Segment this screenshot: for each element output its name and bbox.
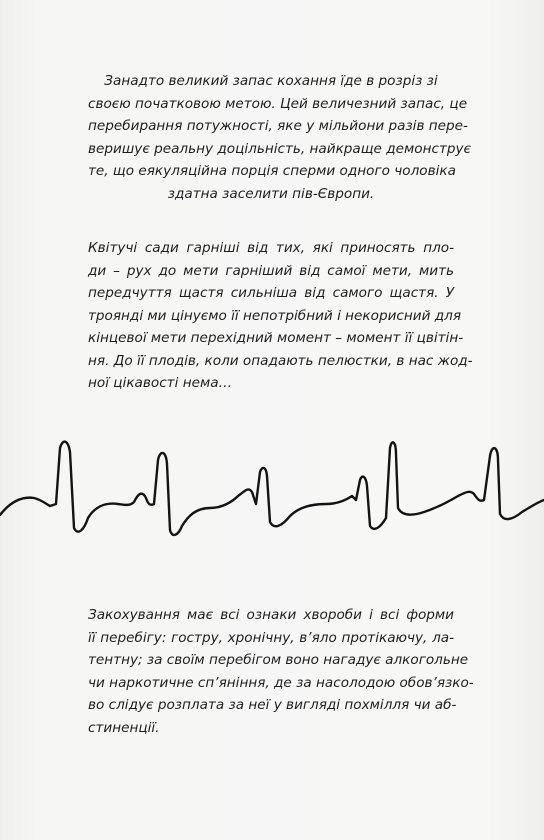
- text-line: Занадто великий запас кохання їде в розріз зі: [104, 73, 438, 89]
- text-line: ня. До її плодів, коли опадають пелюстки, в нас жод-: [88, 352, 473, 369]
- text-line: перебирання потужності, яке у мільйони разів пере-: [88, 118, 468, 134]
- text-line: своєю початковою метою. Цей величезний запас, це: [88, 95, 468, 112]
- text-line: веришує реальну доцільність, найкраще демонструє: [88, 140, 471, 157]
- text-line: її перебігу: гостру, хронічну, в’яло протікаючу, ла-: [88, 629, 454, 646]
- text-line: те, що еякуляційна порція сперми одного чоловіка: [88, 163, 456, 179]
- text-line: Квітучі сади гарніші від тих, які приносять пло-: [88, 240, 454, 256]
- text-line: во слідує розплата за неї у вигляді похмілля чи аб-: [88, 697, 457, 713]
- text-line: стиненції.: [88, 719, 160, 736]
- passage-3: [88, 604, 474, 739]
- text-line: передчуття щастя сильніша від самого щастя. У: [88, 285, 454, 301]
- text-line: чи наркотичне сп’яніння, де за насолодою обов’язко-: [88, 674, 474, 691]
- passage-1: [88, 70, 471, 205]
- ecg-heartbeat-line: [0, 420, 544, 560]
- text-line: Закохування має всі ознаки хвороби і всі форми: [88, 607, 454, 623]
- text-line: кінцевої мети перехідний момент – момент її цвітін-: [88, 330, 464, 346]
- text-line: здатна заселити пів-Європи.: [167, 185, 375, 202]
- passage-2: [88, 237, 473, 395]
- ecg-trace: [0, 442, 544, 535]
- text-line: ди – рух до мети гарніший від самої мети, мить: [88, 262, 454, 279]
- text-line: тентну; за своїм перебігом воно нагадує алкогольне: [88, 652, 469, 668]
- text-line: троянді ми цінуємо її непотрібний і некорисний для: [88, 307, 462, 324]
- text-line: ної цікавості нема…: [88, 375, 233, 391]
